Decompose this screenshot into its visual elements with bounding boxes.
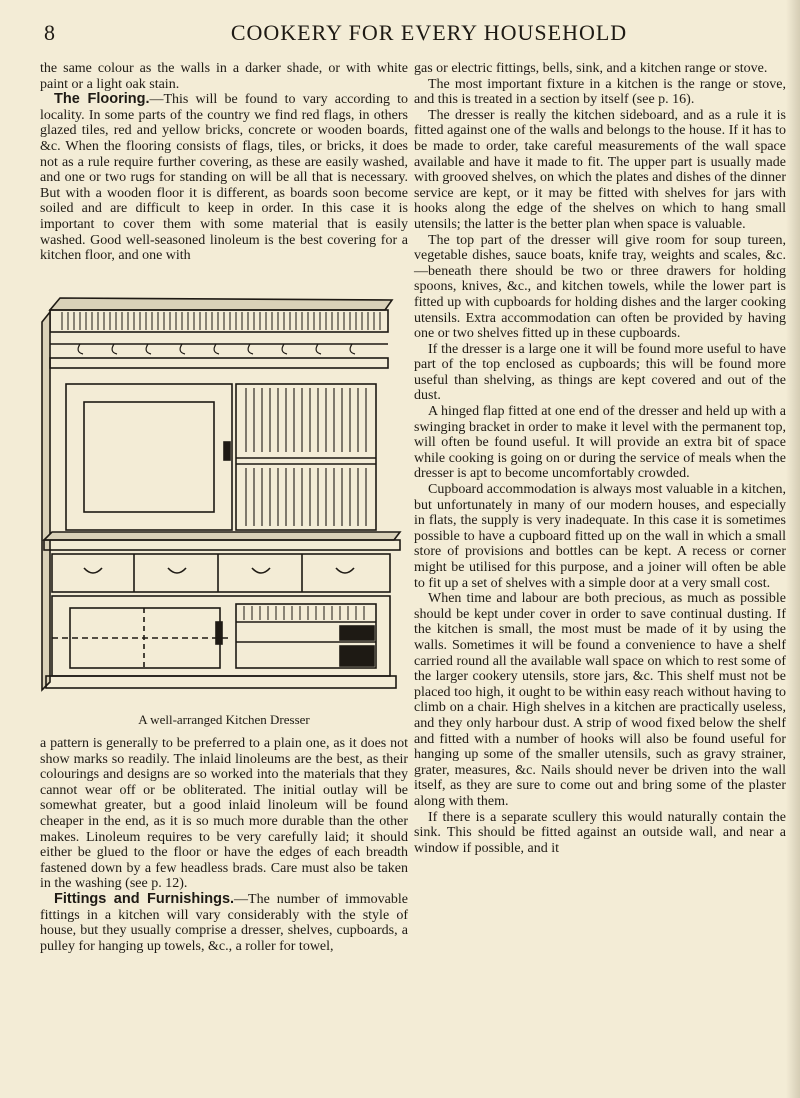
right-column (414, 61, 786, 856)
figure-caption: A well-arranged Kitchen Dresser (138, 712, 310, 727)
dresser-drawing (40, 292, 408, 696)
paragraph: When time and labour are both precious, as much as possible should be kept under cover in order to save continual dusting. If the kitchen is small, the most must be made of it by using the walls. Sometimes it will be found a convenience to have a shelf carried round all the available wall space on which to rest some of the larger cookery utensils, store jars, &c. This shelf must not be placed too high, it ought to be within easy reach without having to climb on a chair. High shelves in a kitchen are practically useless, and they only harbour dust. A strip of wood fixed below the shelf and fitted with a number of hooks will also be found useful for hanging up some of the smaller utensils, such as gravy strainer, grater, measures, &c. Nails should never be driven into the wall itself, as they are sure to come out and bring some of the plaster along with them. (414, 591, 786, 809)
paragraph: A hinged flap fitted at one end of the dresser and held up with a swinging bracket in order to make it level with the permanent top, will often be found useful. It will provide an extra bit of space while cooking is going on or during the service of meals when the dresser is apt to become uncomfortably crowded. (414, 404, 786, 482)
paragraph: If the dresser is a large one it will be found more useful to have part of the top enclosed as cupboards; this will be found more useful than shelving, as things are kept covered and out of the dust. (414, 341, 786, 404)
paragraph (40, 92, 408, 264)
section-heading: Fittings and Furnishings. (54, 890, 235, 907)
paragraph: The dresser is really the kitchen sideboard, and as a rule it is fitted against one of the walls and belongs to the house. If it has to be made to order, take careful measurements of the wall space available and have it made to fit. The upper part is usually made with grooved shelves, on which the plates and dishes of the dinner service are kept, or it may be fitted with shelves for jars with hooks along the edge of the shelves on which to hang small utensils; the latter is the better plan when space is valuable. (414, 107, 786, 232)
paragraph-body: —This will be found to vary according to locality. In some parts of the country we find red flags, in others glazed tiles, red and yellow bricks, concrete or wooden boards, &c. When the flooring consists of flags, tiles, or bricks, it does not as a rule require further covering, as these are easily washed, and one or two rugs for standing on will be all that is necessary. But with a wooden floor it is different, as boards soon become soiled and are difficult to keep in order. In this case it is important to cover them with some material that is easily washed. Good well-seasoned linoleum is the best covering for a kitchen floor, and one with (40, 92, 408, 264)
paragraph (40, 892, 408, 954)
paragraph: The top part of the dresser will give room for soup tureen, vegetable dishes, sauce boats, knife tray, weights and scales, &c.—beneath there should be two or three drawers for holding spoons, knives, &c., and kitchen towels, while the lower part is fitted up with cupboards for holding dishes and the larger cooking utensils. Extra accommodation can often be provided by having one or two shelves fitted up in these cupboards. (414, 232, 786, 342)
left-column-bottom (40, 736, 408, 954)
kitchen-dresser-illustration (40, 292, 408, 696)
paragraph: Cupboard accommodation is always most valuable in a kitchen, but unfortunately in many of our modern houses, and especially in flats, the supply is very inadequate. In this case it is sometimes possible to have a cupboard fitted up on the wall in which a small store of provisions and bottles can be kept. A recess or corner might be utilised for this purpose, and a joiner will often be able to fit up a set of shelves with a simple door at a very small cost. (414, 482, 786, 591)
paragraph: the same colour as the walls in a darker shade, or with white paint or a light oak stain. (40, 61, 408, 92)
page-header (44, 12, 774, 52)
paragraph: a pattern is generally to be preferred to a plain one, as it does not show marks so readily. The inlaid linoleums are the best, as their colourings and designs are so worked into the materials that they cannot wear off or be obliterated. The initial outlay will be somewhat greater, but a good inlaid linoleum will be found cheaper in the end, as it is so much more durable than the other makes. Linoleum requires to be very carefully laid; it should either be glued to the floor or have the edges of each breadth fastened down by a few headless brads. Care must also be taken in the washing (see p. 12). (40, 736, 408, 892)
running-title: COOKERY FOR EVERY HOUSEHOLD (230, 20, 628, 45)
section-heading: The Flooring. (54, 91, 150, 108)
paragraph-body: —The number of immovable fittings in a kitchen will vary considerably with the style of house, but they usually comprise a dresser, shelves, cupboards, a pulley for hanging up towels, &c., a roller for towel, (40, 891, 409, 954)
page-edge-shadow (786, 0, 800, 1098)
paragraph: If there is a separate scullery this would naturally contain the sink. This should be fitted against an outside wall, and near a window if possible, and it (414, 809, 786, 856)
page-number: 8 (44, 20, 55, 45)
paragraph: The most important fixture in a kitchen is the range or stove, and this is treated in a section by itself (see p. 16). (414, 76, 786, 108)
left-column-top (40, 61, 408, 264)
paragraph: gas or electric fittings, bells, sink, and a kitchen range or stove. (414, 61, 768, 76)
